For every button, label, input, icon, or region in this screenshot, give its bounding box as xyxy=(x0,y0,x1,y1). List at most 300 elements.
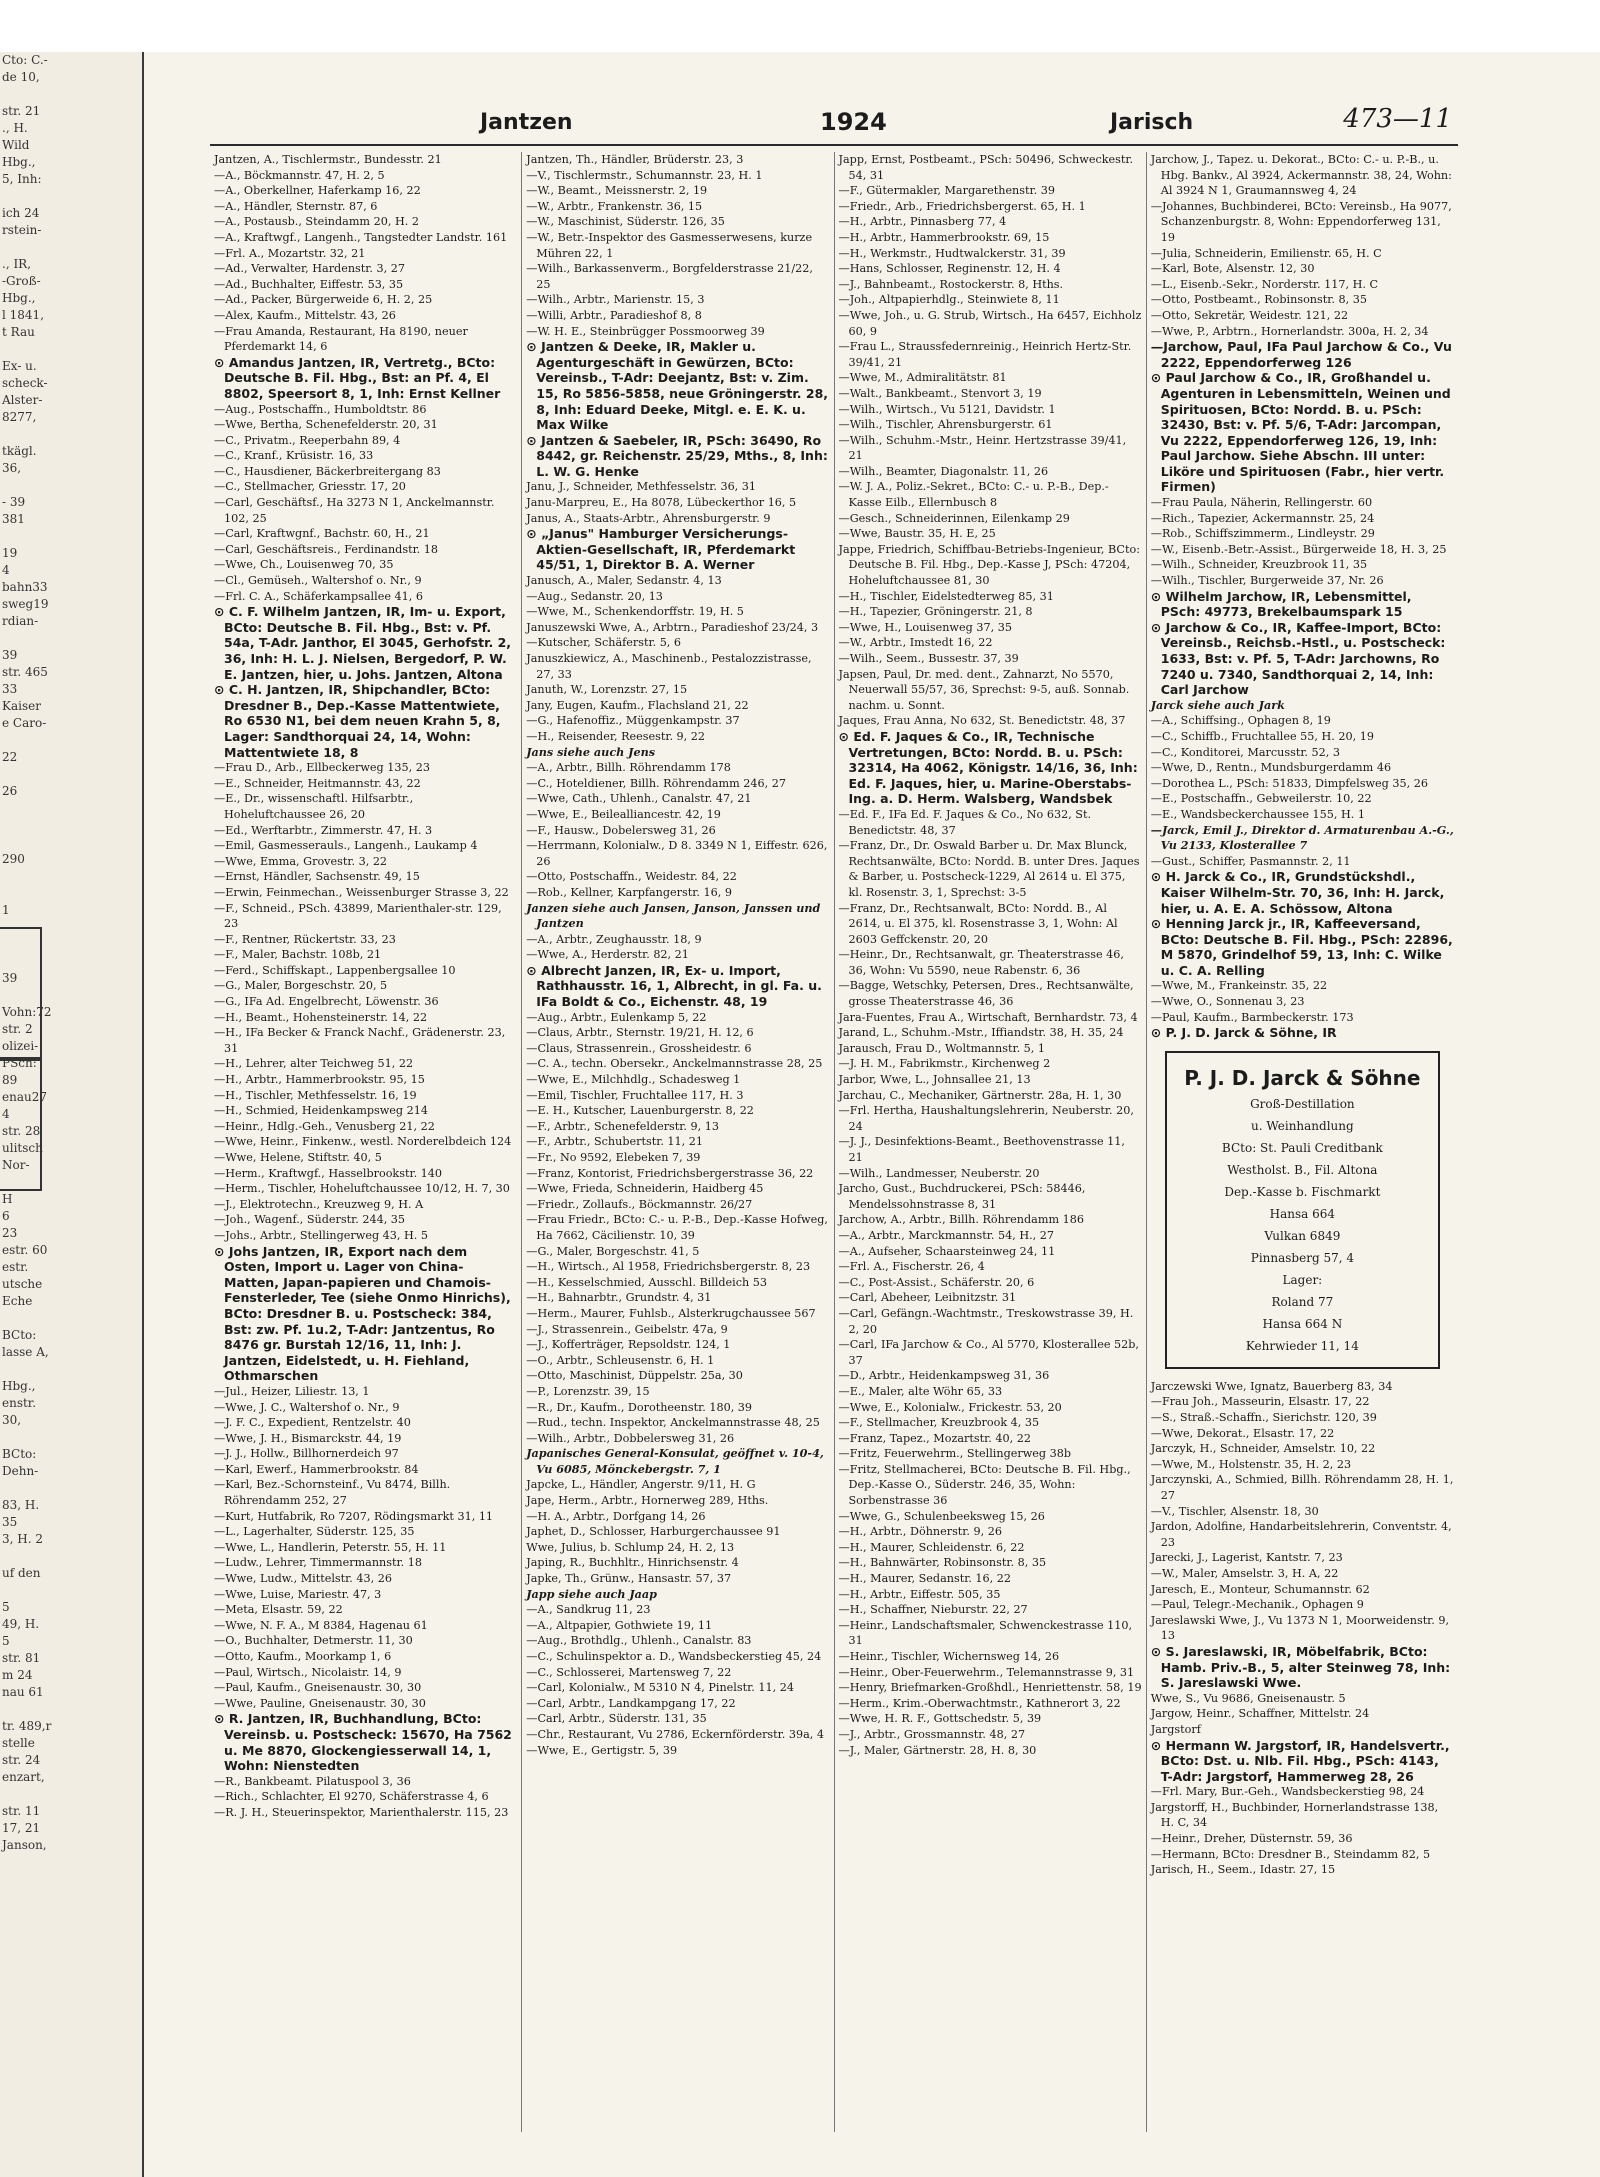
facing-page-fragment: tkägl. xyxy=(2,444,37,458)
facing-page-fragment xyxy=(0,630,142,647)
directory-entry: — Frl. A., Fischerstr. 26, 4 xyxy=(839,1259,1142,1275)
facing-page-fragment: Janson, xyxy=(2,1838,47,1852)
directory-entry: — Otto, Sekretär, Weidestr. 121, 22 xyxy=(1151,308,1454,324)
directory-entry: — Wwe, J. C., Waltershof o. Nr., 9 xyxy=(214,1400,517,1416)
directory-entry: Jarczyk, H., Schneider, Amselstr. 10, 22 xyxy=(1150,1442,1376,1456)
directory-entry: — W., Betr.-Inspektor des Gasmesserwesens, kurze Mühren 22, 1 xyxy=(526,230,829,261)
directory-entry: — F., Arbtr., Schubertstr. 11, 21 xyxy=(526,1134,829,1150)
directory-entry: Janusch, A., Maler, Sedanstr. 4, 13 xyxy=(526,574,722,588)
directory-entry: — Ludw., Lehrer, Timmermannstr. 18 xyxy=(214,1555,517,1571)
directory-entry: — Wwe, E., Kolonialw., Frickestr. 53, 20 xyxy=(839,1400,1142,1416)
directory-entry: — Erwin, Feinmechan., Weissenburger Strasse 3, 22 xyxy=(214,885,517,901)
directory-entry: — Herm., Tischler, Hoheluftchaussee 10/12, H. 7, 30 xyxy=(214,1181,517,1197)
directory-entry: Jargstorff, H., Buchbinder, Hornerlandstrasse 138, H. C, 34 xyxy=(1150,1800,1439,1830)
directory-entry: — J., Elektrotechn., Kreuzweg 9, H. A xyxy=(214,1197,517,1213)
directory-entry: — F., Rentner, Rückertstr. 33, 23 xyxy=(214,932,517,948)
facing-page-fragment: ulitsch xyxy=(2,1141,43,1155)
directory-entry: — E., Dr., wissenschaftl. Hilfsarbtr., Hoheluftchaussee 26, 20 xyxy=(214,791,517,822)
firm-entry: ⊙ „Janus" Hamburger Versicherungs-Aktien-Gesellschaft, IR, Pferdemarkt 45/51, 1, Direktor B. A. Werner xyxy=(526,526,796,573)
directory-entry: Jappe, Friedrich, Schiffbau-Betriebs-Ingenieur, BCto: Deutsche B. Fil. Hbg., Dep.-Kasse J, PSch: 47204, Hoheluftchaussee 81, 30 xyxy=(838,542,1140,588)
facing-page-fragment: BCto: xyxy=(2,1447,37,1461)
directory-entry: — Wwe, Luise, Mariestr. 47, 3 xyxy=(214,1587,517,1603)
facing-page-fragment: 5, Inh: xyxy=(2,172,42,186)
facing-page-fragment xyxy=(0,528,142,545)
header-year: 1924 xyxy=(820,108,887,136)
advertisement-title: P. J. D. Jarck & Söhne xyxy=(1184,1065,1421,1090)
facing-page-fragment: H xyxy=(2,1192,13,1206)
facing-page-fragment: enstr. xyxy=(2,1396,37,1410)
facing-page-fragment: scheck- xyxy=(2,376,48,390)
facing-page-fragment: ., IR, xyxy=(2,257,32,271)
directory-entry: — Wwe, G., Schulenbeeksweg 15, 26 xyxy=(839,1509,1142,1525)
directory-entry: — J., Arbtr., Grossmannstr. 48, 27 xyxy=(839,1727,1142,1743)
directory-entry: — Otto, Kaufm., Moorkamp 1, 6 xyxy=(214,1649,517,1665)
directory-entry: Jara-Fuentes, Frau A., Wirtschaft, Bernhardstr. 73, 4 xyxy=(838,1010,1138,1024)
directory-entry: — Frau Amanda, Restaurant, Ha 8190, neuer Pferdemarkt 14, 6 xyxy=(214,324,517,355)
directory-entry: — Frl. Hertha, Haushaltungslehrerin, Neuberstr. 20, 24 xyxy=(839,1103,1142,1134)
directory-entry: Jarand, L., Schuhm.-Mstr., Iffiandstr. 38, H. 35, 24 xyxy=(838,1026,1124,1040)
directory-entry: — W. J. A., Poliz.-Sekret., BCto: C.- u. P.-B., Dep.-Kasse Eilb., Ellernbusch 8 xyxy=(839,479,1142,510)
facing-page-fragment: Wild xyxy=(2,138,30,152)
facing-page-fragment: 3, H. 2 xyxy=(2,1532,43,1546)
column-4 xyxy=(1147,152,1458,2132)
directory-entry: Jardon, Adolfine, Handarbeitslehrerin, Conventstr. 4, 23 xyxy=(1150,1520,1452,1549)
directory-entry: Jape, Herm., Arbtr., Hornerweg 289, Hths. xyxy=(526,1494,769,1508)
facing-page-fragment: sweg19 xyxy=(2,597,49,611)
directory-entry: — C., Schiffb., Fruchtallee 55, H. 20, 19 xyxy=(1151,729,1454,745)
directory-entry: — H., Schaffner, Nieburstr. 22, 27 xyxy=(839,1602,1142,1618)
facing-page-fragment: 30, xyxy=(2,1413,22,1427)
directory-entry: — Chr., Restaurant, Vu 2786, Eckernförderstr. 39a, 4 xyxy=(526,1727,829,1743)
advertisement-line: BCto: St. Pauli Creditbank xyxy=(1221,1140,1383,1155)
directory-entry: — G., IFa Ad. Engelbrecht, Löwenstr. 36 xyxy=(214,994,517,1010)
directory-entry: — F., Schneid., PSch. 43899, Marienthaler-str. 129, 23 xyxy=(214,901,517,932)
directory-entry: — Heinr., Hdlg.-Geh., Venusberg 21, 22 xyxy=(214,1119,517,1135)
directory-entry: Jareslawski Wwe, J., Vu 1373 N 1, Moorweidenstr. 9, 13 xyxy=(1150,1613,1450,1643)
facing-page-fragment: Hbg., xyxy=(2,155,36,169)
directory-entry: — Carl, Geschäftsf., Ha 3273 N 1, Anckelmannstr. 102, 25 xyxy=(214,495,517,526)
directory-entry: — A., Aufseher, Schaarsteinweg 24, 11 xyxy=(839,1244,1142,1260)
directory-entry: — Wilh., Schneider, Kreuzbrook 11, 35 xyxy=(1151,557,1454,573)
firm-entry: ⊙ Jantzen & Deeke, IR, Makler u. Agenturgeschäft in Gewürzen, BCto: Vereinsb., T-Adr: Deejantz, Bst: v. Zim. 15, Ro 5856-5858, neue Gröningerstr. 28, 8, Inh: Eduard Deeke, Mitgl. e. E. K. u. Max Wilke xyxy=(526,339,829,433)
advertisement-line: Vulkan 6849 xyxy=(1264,1228,1341,1243)
facing-page-fragment: 23 xyxy=(2,1226,18,1240)
directory-entry: — Aug., Brothdlg., Uhlenh., Canalstr. 83 xyxy=(526,1633,829,1649)
firm-entry: ⊙ R. Jantzen, IR, Buchhandlung, BCto: Vereinsb. u. Postscheck: 15670, Ha 7562 u. Me 8870, Glockengiesserwall 14, 1, Wohn: Nienstedten xyxy=(214,1711,512,1774)
firm-entry: ⊙ H. Jarck & Co., IR, Grundstückshdl., Kaiser Wilhelm-Str. 70, 36, Inh: H. Jarck, hier, u. A. E. A. Schössow, Altona xyxy=(1150,869,1445,916)
directory-entry: — Wwe, D., Rentn., Mundsburgerdamm 46 xyxy=(1151,760,1454,776)
directory-entry: — C. A., techn. Obersekr., Anckelmannstrasse 28, 25 xyxy=(526,1056,829,1072)
directory-entry: Wwe, S., Vu 9686, Gneisenaustr. 5 xyxy=(1150,1691,1346,1705)
directory-entry: — G., Maler, Borgeschstr. 20, 5 xyxy=(214,978,517,994)
directory-entry: Japing, R., Buchhltr., Hinrichsenstr. 4 xyxy=(526,1556,739,1570)
advertisement-line: Dep.-Kasse b. Fischmarkt xyxy=(1224,1184,1381,1199)
directory-entry: — C., Privatm., Reeperbahn 89, 4 xyxy=(214,433,517,449)
directory-entry: — Wwe, Ludw., Mittelstr. 43, 26 xyxy=(214,1571,517,1587)
facing-page-fragment xyxy=(0,1582,142,1599)
directory-entry: Japp, Ernst, Postbeamt., PSch: 50496, Schweckestr. 54, 31 xyxy=(838,153,1134,182)
facing-page-fragment: 19 xyxy=(2,546,18,560)
facing-page-fragment: utsche xyxy=(2,1277,43,1291)
facing-page-fragment: m 24 xyxy=(2,1668,33,1682)
directory-entry: — H., Bahnarbtr., Grundstr. 4, 31 xyxy=(526,1290,829,1306)
firm-entry: ⊙ C. F. Wilhelm Jantzen, IR, Im- u. Export, BCto: Deutsche B. Fil. Hbg., Bst: v. Pf. 54a, T-Adr. Janthor, El 3045, Gerhofstr. 2, 36, Inh: H. L. J. Nielsen, Bergedorf, P. W. E. Jantzen, hier, u. Johs. Jantzen, Altona xyxy=(214,604,512,682)
advertisement-line: Lager: xyxy=(1282,1272,1323,1287)
directory-entry: — Wwe, M., Admiralitätstr. 81 xyxy=(839,370,1142,386)
facing-page-box-1 xyxy=(0,927,42,1061)
firm-entry: ⊙ P. J. D. Jarck & Söhne, IR xyxy=(1150,1025,1337,1041)
directory-entry: — Dorothea L., PSch: 51833, Dimpfelsweg 35, 26 xyxy=(1151,776,1454,792)
facing-page-fragment: str. 81 xyxy=(2,1651,41,1665)
directory-entry: — E., Maler, alte Wöhr 65, 33 xyxy=(839,1384,1142,1400)
directory-entry: — W. H. E., Steinbrügger Possmoorweg 39 xyxy=(526,324,829,340)
advertisement-line: Westholst. B., Fil. Altona xyxy=(1227,1162,1378,1177)
directory-entry: Januszewski Wwe, A., Arbtrn., Paradieshof 23/24, 3 xyxy=(526,620,819,634)
facing-page-fragment: ich 24 xyxy=(2,206,40,220)
facing-page-fragment: e Caro- xyxy=(2,716,47,730)
directory-entry: — Jul., Heizer, Liliestr. 13, 1 xyxy=(214,1384,517,1400)
directory-entry: — E. H., Kutscher, Lauenburgerstr. 8, 22 xyxy=(526,1103,829,1119)
directory-entry: — A., Böckmannstr. 47, H. 2, 5 xyxy=(214,168,517,184)
directory-entry: Jargow, Heinr., Schaffner, Mittelstr. 24 xyxy=(1150,1707,1370,1721)
facing-page-fragment xyxy=(0,817,142,834)
directory-entry: — A., Kraftwgf., Langenh., Tangstedter Landstr. 161 xyxy=(214,230,517,246)
facing-page-fragment: 83, H. xyxy=(2,1498,40,1512)
directory-entry: — O., Arbtr., Schleusenstr. 6, H. 1 xyxy=(526,1353,829,1369)
directory-entry: — Wilh., Landmesser, Neuberstr. 20 xyxy=(839,1166,1142,1182)
advertisement-line: Hansa 664 N xyxy=(1262,1316,1343,1331)
directory-entry: — Rob., Schiffszimmerm., Lindleystr. 29 xyxy=(1151,526,1454,542)
facing-page-fragment xyxy=(0,885,142,902)
directory-entry: — G., Maler, Borgeschstr. 41, 5 xyxy=(526,1244,829,1260)
directory-entry: — Emil, Tischler, Fruchtallee 117, H. 3 xyxy=(526,1088,829,1104)
directory-entry: — Franz, Kontorist, Friedrichsbergerstrasse 36, 22 xyxy=(526,1166,829,1182)
firm-entry: ⊙ Jarchow & Co., IR, Kaffee-Import, BCto: Vereinsb., Reichsb.-Hstl., u. Postscheck: 1633, Bst: v. Pf. 5, T-Adr: Jarchowns, Ro 7240 u. 7340, Sandthorquai 2, 14, Inh: Carl Jarchow xyxy=(1150,619,1446,698)
directory-entry: — Herm., Kraftwgf., Hasselbrookstr. 140 xyxy=(214,1166,517,1182)
directory-entry: — H., Arbtr., Hammerbrookstr. 69, 15 xyxy=(839,230,1142,246)
directory-entry: — Heinr., Ober-Feuerwehrm., Telemannstrasse 9, 31 xyxy=(839,1665,1142,1681)
directory-entry: Jarczewski Wwe, Ignatz, Bauerberg 83, 34 xyxy=(1150,1379,1393,1393)
directory-entry: — Otto, Postschaffn., Weidestr. 84, 22 xyxy=(526,869,829,885)
facing-page-fragment xyxy=(0,1786,142,1803)
directory-entry: — Wwe, Helene, Stiftstr. 40, 5 xyxy=(214,1150,517,1166)
directory-entry: — Wwe, O., Sonnenau 3, 23 xyxy=(1151,994,1454,1010)
facing-page-fragment: estr. xyxy=(2,1260,29,1274)
facing-page-fragment: stelle xyxy=(2,1736,35,1750)
facing-page-fragment xyxy=(0,86,142,103)
directory-entry: — H., Beamt., Hohensteinerstr. 14, 22 xyxy=(214,1010,517,1026)
facing-page-fragment xyxy=(0,1310,142,1327)
directory-entry: — Wwe, P., Arbtrn., Hornerlandstr. 300a, H. 2, 34 xyxy=(1151,324,1454,340)
facing-page-fragment: Nor- xyxy=(2,1158,30,1172)
facing-page-fragment: 4 xyxy=(2,563,10,577)
directory-entry: — Paul, Telegr.-Mechanik., Ophagen 9 xyxy=(1151,1597,1454,1613)
directory-entry: — Rich., Tapezier, Ackermannstr. 25, 24 xyxy=(1151,511,1454,527)
directory-entry: — Rich., Schlachter, El 9270, Schäferstrasse 4, 6 xyxy=(214,1789,517,1805)
directory-entry: — Wilh., Beamter, Diagonalstr. 11, 26 xyxy=(839,464,1142,480)
directory-entry: — W., Arbtr., Frankenstr. 36, 15 xyxy=(526,199,829,215)
facing-page-fragment: Dehn- xyxy=(2,1464,39,1478)
column-1 xyxy=(210,152,522,2132)
directory-entry: — Herm., Maurer, Fuhlsb., Alsterkrugchaussee 567 xyxy=(526,1306,829,1322)
directory-entry: — Frau Friedr., BCto: C.- u. P.-B., Dep.-Kasse Hofweg, Ha 7662, Cäcilienstr. 10, 39 xyxy=(526,1212,829,1243)
directory-entry: — Frau L., Straussfedernreinig., Heinrich Hertz-Str. 39/41, 21 xyxy=(839,339,1142,370)
directory-entry: — Hermann, BCto: Dresdner B., Steindamm 82, 5 xyxy=(1151,1847,1454,1863)
directory-entry: Wwe, Julius, b. Schlump 24, H. 2, 13 xyxy=(526,1540,735,1554)
directory-entry: — J., Kofferträger, Repsoldstr. 124, 1 xyxy=(526,1337,829,1353)
facing-page-fragment: 381 xyxy=(2,512,25,526)
facing-page-fragment: - 39 xyxy=(2,495,26,509)
directory-entry: — Walt., Bankbeamt., Stenvort 3, 19 xyxy=(839,386,1142,402)
directory-entry: — Kurt, Hutfabrik, Ro 7207, Rödingsmarkt 31, 11 xyxy=(214,1509,517,1525)
directory-entry: — Paul, Kaufm., Gneisenaustr. 30, 30 xyxy=(214,1680,517,1696)
directory-entry: — Gesch., Schneiderinnen, Eilenkamp 29 xyxy=(839,511,1142,527)
directory-entry: — Aug., Arbtr., Eulenkamp 5, 22 xyxy=(526,1010,829,1026)
directory-entry: — P., Lorenzstr. 39, 15 xyxy=(526,1384,829,1400)
directory-entry: — F., Stellmacher, Kreuzbrook 4, 35 xyxy=(839,1415,1142,1431)
directory-entry: — Willi, Arbtr., Paradieshof 8, 8 xyxy=(526,308,829,324)
facing-page-fragment xyxy=(0,1361,142,1378)
directory-entry: — A., Schiffsing., Ophagen 8, 19 xyxy=(1151,713,1454,729)
firm-entry: ⊙ Wilhelm Jarchow, IR, Lebensmittel, PSch: 49773, Brekelbaumspark 15 xyxy=(1150,588,1412,620)
facing-page-fragment: -Groß- xyxy=(2,274,41,288)
directory-entry: — Fr., No 9592, Elebeken 7, 39 xyxy=(526,1150,829,1166)
directory-entry: Jarisch, H., Seem., Idastr. 27, 15 xyxy=(1150,1863,1336,1877)
directory-entry: Japanisches General-Konsulat, geöffnet v. 10-4, Vu 6085, Mönckebergstr. 7, 1 xyxy=(526,1446,824,1476)
directory-entry: — Karl, Bez.-Schornsteinf., Vu 8474, Billh. Röhrendamm 252, 27 xyxy=(214,1477,517,1508)
facing-page-fragment xyxy=(0,1480,142,1497)
directory-entry: — F., Maler, Bachstr. 108b, 21 xyxy=(214,947,517,963)
directory-entry: — Franz, Tapez., Mozartstr. 40, 22 xyxy=(839,1431,1142,1447)
directory-entry: — Heinr., Tischler, Wichernsweg 14, 26 xyxy=(839,1649,1142,1665)
directory-entry: — H., Wirtsch., Al 1958, Friedrichsbergerstr. 8, 23 xyxy=(526,1259,829,1275)
directory-entry: — Ferd., Schiffskapt., Lappenbergsallee 10 xyxy=(214,963,517,979)
firm-entry: ⊙ Johs Jantzen, IR, Export nach dem Osten, Import u. Lager von China-Matten, Japan-papieren und Chamois-Fensterleder, Tee (siehe Onmo Hinrichs), BCto: Dresdner B. u. Postscheck: 384, Bst: zw. Pf. 1u.2, T-Adr: Jantzentus, Ro 8476 gr. Burstah 12/16, 11, Inh: J. Jantzen, Eidelstedt, u. H. Fiehland, Othmarschen xyxy=(214,1243,511,1384)
facing-page-fragment: 1 xyxy=(2,903,10,917)
directory-entry: — Wilh., Arbtr., Marienstr. 15, 3 xyxy=(526,292,829,308)
facing-page-fragment: 89 xyxy=(2,1073,18,1087)
directory-entry: — Wilh., Tischler, Burgerweide 37, Nr. 26 xyxy=(1151,573,1454,589)
directory-entry: — Johs., Arbtr., Stellingerweg 43, H. 5 xyxy=(214,1228,517,1244)
directory-entry: — J. F. C., Expedient, Rentzelstr. 40 xyxy=(214,1415,517,1431)
directory-entry: Januth, W., Lorenzstr. 27, 15 xyxy=(526,683,688,697)
directory-entry: — Wilh., Wirtsch., Vu 5121, Davidstr. 1 xyxy=(839,402,1142,418)
directory-entry: — H., IFa Becker & Franck Nachf., Grädenerstr. 23, 31 xyxy=(214,1025,517,1056)
directory-entry: — Wwe, A., Herderstr. 82, 21 xyxy=(526,947,829,963)
directory-entry: — C., Schlosserei, Martensweg 7, 22 xyxy=(526,1665,829,1681)
directory-entry: Jarczynski, A., Schmied, Billh. Röhrendamm 28, H. 1, 27 xyxy=(1150,1473,1454,1502)
facing-page-fragment xyxy=(0,834,142,851)
directory-entry: — Alex, Kaufm., Mittelstr. 43, 26 xyxy=(214,308,517,324)
directory-entry: — Wwe, J. H., Bismarckstr. 44, 19 xyxy=(214,1431,517,1447)
directory-entry: — Frau Paula, Näherin, Rellingerstr. 60 xyxy=(1151,495,1454,511)
directory-entry: — A., Arbtr., Marckmannstr. 54, H., 27 xyxy=(839,1228,1142,1244)
directory-entry: — Otto, Maschinist, Düppelstr. 25a, 30 xyxy=(526,1368,829,1384)
directory-entry: Japsen, Paul, Dr. med. dent., Zahnarzt, No 5570, Neuerwall 55/57, 36, Sprechst: 9-5, auß. Sonnab. nachm. u. Sonnt. xyxy=(838,667,1130,712)
firm-entry: ⊙ Amandus Jantzen, IR, Vertretg., BCto: Deutsche B. Fil. Hbg., Bst: an Pf. 4, El 8802, Speersort 8, 1, Inh: Ernst Kellner xyxy=(214,354,501,401)
directory-entry: — J., Bahnbeamt., Rostockerstr. 8, Hths. xyxy=(839,277,1142,293)
directory-entry: — Frl. Mary, Bur.-Geh., Wandsbeckerstieg 98, 24 xyxy=(1151,1784,1454,1800)
directory-entry: — V., Tischler, Alsenstr. 18, 30 xyxy=(1151,1504,1454,1520)
advertisement-box xyxy=(1165,1051,1440,1369)
directory-entry: Japhet, D., Schlosser, Harburgerchaussee 91 xyxy=(526,1525,781,1539)
facing-page-fragment xyxy=(0,341,142,358)
directory-entry: — V., Tischlermstr., Schumannstr. 23, H. 1 xyxy=(526,168,829,184)
directory-entry: Jaresch, E., Monteur, Schumannstr. 62 xyxy=(1150,1582,1370,1596)
directory-entry: — Wwe, H., Louisenweg 37, 35 xyxy=(839,620,1142,636)
directory-entry: — Kutscher, Schäferstr. 5, 6 xyxy=(526,635,829,651)
facing-page-fragment: Cto: C.- xyxy=(2,53,48,67)
directory-entry: — Wwe, E., Milchhdlg., Schadesweg 1 xyxy=(526,1072,829,1088)
directory-columns xyxy=(210,152,1458,2132)
facing-page-fragment: str. 28 xyxy=(2,1124,41,1138)
facing-page-fragment: 26 xyxy=(2,784,18,798)
facing-page-fragment: ., H. xyxy=(2,121,28,135)
directory-entry: — Wwe, Pauline, Gneisenaustr. 30, 30 xyxy=(214,1696,517,1712)
firm-entry: ⊙ C. H. Jantzen, IR, Shipchandler, BCto: Dresdner B., Dep.-Kasse Mattentwiete, Ro 6530 N1, bei dem neuen Krahn 5, 8, Lager: Sandthorquai 24, 14, Wohn: Mattentwiete 18, 8 xyxy=(214,682,501,760)
directory-entry: Jarecki, J., Lagerist, Kantstr. 7, 23 xyxy=(1150,1551,1343,1565)
directory-entry: — Joh., Altpapierhdlg., Steinwiete 8, 11 xyxy=(839,292,1142,308)
directory-entry: — A., Sandkrug 11, 23 xyxy=(526,1602,829,1618)
facing-page-fragment: tr. 489,r xyxy=(2,1719,52,1733)
directory-entry: — Wwe, Cath., Uhlenh., Canalstr. 47, 21 xyxy=(526,791,829,807)
directory-entry: — L., Eisenb.-Sekr., Norderstr. 117, H. C xyxy=(1151,277,1454,293)
directory-entry: — Aug., Sedanstr. 20, 13 xyxy=(526,589,829,605)
facing-page-fragment xyxy=(0,732,142,749)
directory-entry: — Meta, Elsastr. 59, 22 xyxy=(214,1602,517,1618)
directory-entry: — Wwe, E., Beilealliancestr. 42, 19 xyxy=(526,807,829,823)
directory-entry: — E., Schneider, Heitmannstr. 43, 22 xyxy=(214,776,517,792)
directory-entry: — G., Hafenoffiz., Müggenkampstr. 37 xyxy=(526,713,829,729)
column-2 xyxy=(522,152,834,2132)
facing-page-fragment: 35 xyxy=(2,1515,18,1529)
directory-entry: — F., Hausw., Dobelersweg 31, 26 xyxy=(526,823,829,839)
directory-entry: — C., Hoteldiener, Billh. Röhrendamm 246, 27 xyxy=(526,776,829,792)
facing-page-box-2 xyxy=(0,1057,42,1191)
directory-entry: — Carl, Geschäftsreis., Ferdinandstr. 18 xyxy=(214,542,517,558)
directory-entry: — C., Hausdiener, Bäckerbreitergang 83 xyxy=(214,464,517,480)
facing-page-fragment: 39 xyxy=(2,971,18,985)
directory-entry: — H., Kesselschmied, Ausschl. Billdeich 53 xyxy=(526,1275,829,1291)
directory-entry: — Wwe, Dekorat., Elsastr. 17, 22 xyxy=(1151,1426,1454,1442)
directory-entry: — Julia, Schneiderin, Emilienstr. 65, H. C xyxy=(1151,246,1454,262)
directory-entry: — Fritz, Stellmacherei, BCto: Deutsche B. Fil. Hbg., Dep.-Kasse O., Süderstr. 246, 35, Wohn: Sorbenstrasse 36 xyxy=(839,1462,1142,1509)
column-3 xyxy=(835,152,1147,2132)
directory-entry: — F., Arbtr., Schenefelderstr. 9, 13 xyxy=(526,1119,829,1135)
directory-entry: — Paul, Kaufm., Barmbeckerstr. 173 xyxy=(1151,1010,1454,1026)
directory-entry: — J., Strassenrein., Geibelstr. 47a, 9 xyxy=(526,1322,829,1338)
facing-page-fragment xyxy=(0,426,142,443)
directory-entry: — Franz, Dr., Dr. Oswald Barber u. Dr. Max Blunck, Rechtsanwälte, BCto: Nordd. B. unter Dres. Jaques & Barber, u. Postscheck-1229, Al 2614 u. El 375, kl. Rosenstr. 3, 1, Sprechst: 3-5 xyxy=(839,838,1142,900)
directory-entry: — C., Kranf., Krüsistr. 16, 33 xyxy=(214,448,517,464)
directory-entry: — Wwe, Emma, Grovestr. 3, 22 xyxy=(214,854,517,870)
directory-entry: Jargstorf xyxy=(1150,1722,1201,1736)
facing-page-fragment: bahn33 xyxy=(2,580,48,594)
directory-entry: Janzen siehe auch Jansen, Janson, Janssen und Jantzen xyxy=(526,900,821,931)
directory-entry: — H., Werkmstr., Hudtwalckerstr. 31, 39 xyxy=(839,246,1142,262)
directory-entry: — Emil, Gasmesserauls., Langenh., Laukamp 4 xyxy=(214,838,517,854)
directory-entry: — Wwe, M., Schenkendorffstr. 19, H. 5 xyxy=(526,604,829,620)
directory-entry: — Carl, Gefängn.-Wachtmstr., Treskowstrasse 39, H. 2, 20 xyxy=(839,1306,1142,1337)
facing-page-fragment xyxy=(0,188,142,205)
directory-entry: Jarbor, Wwe, L., Johnsallee 21, 13 xyxy=(838,1073,1031,1087)
facing-page-fragment: Alster- xyxy=(2,393,43,407)
directory-entry: — Rob., Kellner, Karpfangerstr. 16, 9 xyxy=(526,885,829,901)
advertisement-line: u. Weinhandlung xyxy=(1251,1118,1354,1133)
directory-entry: — Rud., techn. Inspektor, Anckelmannstrasse 48, 25 xyxy=(526,1415,829,1431)
directory-entry: — H., Arbtr., Eiffestr. 505, 35 xyxy=(839,1587,1142,1603)
advertisement-line: Pinnasberg 57, 4 xyxy=(1250,1250,1354,1265)
directory-entry: Januszkiewicz, A., Maschinenb., Pestalozzistrasse, 27, 33 xyxy=(526,652,812,681)
directory-entry: — C., Schulinspektor a. D., Wandsbeckerstieg 45, 24 xyxy=(526,1649,829,1665)
directory-entry: — Ed., Werftarbtr., Zimmerstr. 47, H. 3 xyxy=(214,823,517,839)
directory-entry: — H., Tischler, Methfesselstr. 16, 19 xyxy=(214,1088,517,1104)
facing-page-fragment: l 1841, xyxy=(2,308,45,322)
directory-entry: — H., Arbtr., Döhnerstr. 9, 26 xyxy=(839,1524,1142,1540)
facing-page-fragment: estr. 60 xyxy=(2,1243,48,1257)
directory-entry: — Carl, IFa Jarchow & Co., Al 5770, Klosterallee 52b, 37 xyxy=(839,1337,1142,1368)
facing-page-strip xyxy=(0,52,144,2177)
directory-entry: — W., Maler, Amselstr. 3, H. A, 22 xyxy=(1151,1566,1454,1582)
directory-entry: — Fritz, Feuerwehrm., Stellingerweg 38b xyxy=(839,1446,1142,1462)
directory-entry: — F., Gütermakler, Margarethenstr. 39 xyxy=(839,183,1142,199)
facing-page-fragment: de 10, xyxy=(2,70,40,84)
directory-entry: — Wwe, H. R. F., Gottschedstr. 5, 39 xyxy=(839,1711,1142,1727)
directory-entry: — Friedr., Zollaufs., Böckmannstr. 26/27 xyxy=(526,1197,829,1213)
facing-page-fragment: 4 xyxy=(2,1107,10,1121)
directory-entry: — S., Straß.-Schaffn., Sierichstr. 120, 39 xyxy=(1151,1410,1454,1426)
directory-entry: Japke, Th., Grünw., Hansastr. 57, 37 xyxy=(526,1572,732,1586)
firm-entry: ⊙ Hermann W. Jargstorf, IR, Handelsvertr., BCto: Dst. u. Nlb. Fil. Hbg., PSch: 4143, T-Adr: Jargstorf, Hammerweg 28, 26 xyxy=(1150,1737,1450,1784)
directory-entry: — E., Postschaffn., Gebweilerstr. 10, 22 xyxy=(1151,791,1454,807)
directory-entry: — J. J., Hollw., Billhornerdeich 97 xyxy=(214,1446,517,1462)
directory-entry: — C., Konditorei, Marcusstr. 52, 3 xyxy=(1151,745,1454,761)
directory-entry: — Wwe, Frieda, Schneiderin, Haidberg 45 xyxy=(526,1181,829,1197)
facing-page-fragment xyxy=(0,1701,142,1718)
directory-entry: — Wwe, N. F. A., M 8384, Hagenau 61 xyxy=(214,1618,517,1634)
header-left-keyword: Jantzen xyxy=(480,110,573,135)
firm-entry: ⊙ S. Jareslawski, IR, Möbelfabrik, BCto: Hamb. Priv.-B., 5, alter Steinweg 78, Inh: S. Jareslawski Wwe. xyxy=(1150,1643,1451,1691)
advertisement-line: Hansa 664 xyxy=(1269,1206,1336,1221)
facing-page-fragment: Vohn:72 xyxy=(2,1005,52,1019)
facing-page-fragment xyxy=(0,766,142,783)
directory-entry: — D., Arbtr., Heidenkampsweg 31, 36 xyxy=(839,1368,1142,1384)
directory-entry: — Paul, Wirtsch., Nicolaistr. 14, 9 xyxy=(214,1665,517,1681)
directory-entry: — H., Tapezier, Gröningerstr. 21, 8 xyxy=(839,604,1142,620)
facing-page-fragment xyxy=(0,1548,142,1565)
directory-entry: — H., Maurer, Sedanstr. 16, 22 xyxy=(839,1571,1142,1587)
facing-page-fragment: 8277, xyxy=(2,410,37,424)
directory-entry: Japp siehe auch Jaap xyxy=(526,1586,657,1601)
directory-entry: — Johannes, Buchbinderei, BCto: Vereinsb., Ha 9077, Schanzenburgstr. 8, Wohn: Eppendorferweg 131, 19 xyxy=(1151,199,1454,246)
directory-entry: — W., Eisenb.-Betr.-Assist., Bürgerweide 18, H. 3, 25 xyxy=(1151,542,1454,558)
directory-entry: — H., Arbtr., Hammerbrookstr. 95, 15 xyxy=(214,1072,517,1088)
directory-entry: — Franz, Dr., Rechtsanwalt, BCto: Nordd. B., Al 2614, u. El 375, kl. Rosenstrasse 3, 1, Wohn: Al 2603 Geffckenstr. 20, 20 xyxy=(839,901,1142,948)
facing-page-fragment: BCto: xyxy=(2,1328,37,1342)
page-number: 473—11 xyxy=(1343,104,1452,134)
directory-entry: — Heinr., Dreher, Düsternstr. 59, 36 xyxy=(1151,1831,1454,1847)
directory-entry: — R. J. H., Steuerinspektor, Marienthalerstr. 115, 23 xyxy=(214,1805,517,1821)
facing-page-fragment: 290 xyxy=(2,852,25,866)
directory-entry: — Jarck, Emil J., Direktor d. Armaturenbau A.-G., Vu 2133, Klosterallee 7 xyxy=(1151,823,1454,854)
directory-entry: — Joh., Wagenf., Süderstr. 244, 35 xyxy=(214,1212,517,1228)
facing-page-fragment: 36, xyxy=(2,461,22,475)
directory-entry: Jarchow, J., Tapez. u. Dekorat., BCto: C.- u. P.-B., u. Hbg. Bankv., Al 3924, Ackermannstr. 38, 24, Wohn: Al 3924 N 1, Graumannsweg 4, 24 xyxy=(1150,153,1452,198)
directory-entry: Jantzen, Th., Händler, Brüderstr. 23, 3 xyxy=(526,153,744,166)
directory-entry: — J., Maler, Gärtnerstr. 28, H. 8, 30 xyxy=(839,1743,1142,1759)
facing-page-fragment: str. 24 xyxy=(2,1753,41,1767)
facing-page-fragment xyxy=(0,1429,142,1446)
